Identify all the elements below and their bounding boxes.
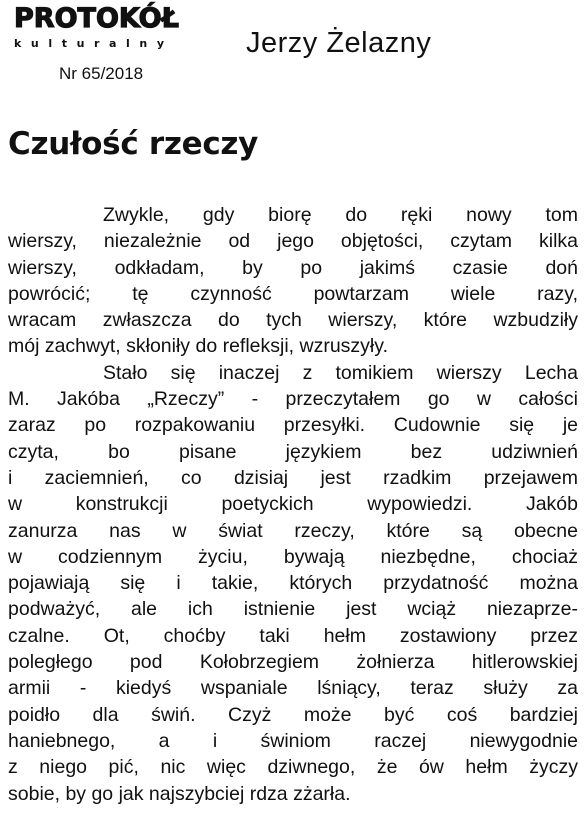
protokol-kulturalny-logo (12, 4, 227, 64)
text-line: i zaciemnień, co dzisiaj jest rzadkim przejawem (8, 466, 578, 489)
text-line: haniebnego, a i świniom raczej niewygodnie (8, 729, 578, 752)
text-line: sobie, by go jak najszybciej rdza zżarła. (8, 782, 351, 805)
author-name: Jerzy Żelazny (246, 27, 432, 59)
text-line: w codziennym życiu, bywają niezbędne, chociaż (8, 545, 578, 568)
text-line: powrócić; tę czynność powtarzam wiele razy, (8, 282, 578, 305)
text-line: w konstrukcji poetyckich wypowiedzi. Jakób (8, 493, 578, 516)
masthead (12, 4, 242, 88)
text-line: wierszy, odkładam, by po jakimś czasie doń (8, 256, 578, 279)
text-line: czyta, bo pisane językiem bez udziwnień (8, 440, 578, 463)
text-line: mój zachwyt, skłoniły do refleksji, wzruszyły. (8, 335, 388, 358)
text-line: Stało się inaczej z tomikiem wierszy Lecha (103, 361, 578, 384)
text-line: podważyć, ale ich istnienie jest wciąż niezaprze- (8, 598, 578, 621)
text-line: z niego pić, nic więc dziwnego, że ów hełm życzy (8, 756, 578, 779)
text-line: wracam zwłaszcza do tych wierszy, które wzbudziły (8, 309, 578, 332)
text-line: zanurza nas w świat rzeczy, które są obecne (8, 519, 578, 542)
text-line: poległego pod Kołobrzegiem żołnierza hitlerowskiej (8, 651, 578, 674)
text-line: M. Jakóba „Rzeczy” - przeczytałem go w całości (8, 388, 578, 411)
text-line: poidło dla świń. Czyż może być coś bardziej (8, 703, 578, 726)
issue-number: Nr 65/2018 (59, 64, 144, 83)
article-title: Czułość rzeczy (8, 126, 259, 162)
article-body (8, 202, 578, 807)
text-line: czalne. Ot, choćby taki hełm zostawiony przez (8, 624, 578, 647)
text-line: armii - kiedyś wspaniale lśniący, teraz służy za (8, 677, 578, 700)
text-line: zaraz po rozpakowaniu przesyłki. Cudownie się je (8, 414, 578, 437)
text-line: wierszy, niezależnie od jego objętości, czytam kilka (8, 230, 578, 253)
logo-title: PROTOKÓŁ (14, 3, 179, 34)
text-line: Zwykle, gdy biorę do ręki nowy tom (103, 204, 578, 226)
text-line: pojawiają się i takie, których przydatność można (8, 572, 578, 595)
logo-subtitle: kulturalny (14, 37, 174, 50)
